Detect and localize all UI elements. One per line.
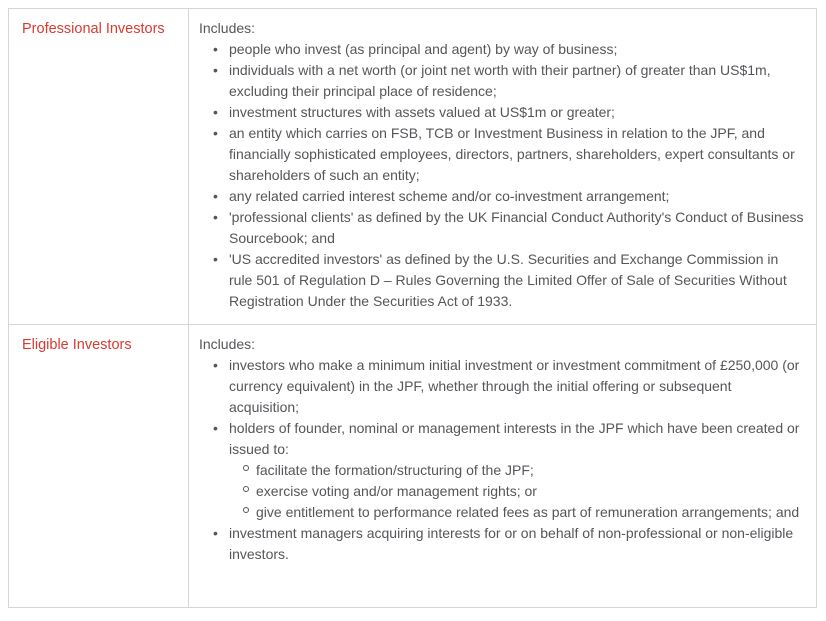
sub-list-item (242, 460, 804, 481)
table-row-eligible-investors (9, 324, 816, 607)
bullet-icon (211, 39, 229, 60)
list-item (211, 102, 804, 123)
list-item-text: 'professional clients' as defined by the UK Financial Conduct Authority's Conduct of Business Sourcebook; and (229, 209, 804, 246)
investor-definitions-table (8, 8, 817, 608)
includes-heading: Includes: (199, 336, 256, 352)
sub-bullet-list (229, 460, 804, 523)
bullet-icon (211, 60, 229, 81)
row-label-cell (9, 9, 189, 324)
list-item-text: investment managers acquiring interests for or on behalf of non-professional or non-eligible investors. (229, 525, 794, 562)
row-content-cell (189, 9, 816, 324)
list-item (211, 418, 804, 523)
bullet-list (199, 39, 804, 312)
list-item (211, 186, 804, 207)
bullet-icon (211, 186, 229, 207)
bullet-icon (211, 102, 229, 123)
bullet-list (199, 355, 804, 565)
list-item-text: investors who make a minimum initial investment or investment commitment of £250,000 (or currency equivalent) in the JPF, whether through the initial offering or subsequent acquisition; (229, 357, 800, 415)
row-content-cell (189, 325, 816, 607)
sub-list-item-text: facilitate the formation/structuring of the JPF; (256, 462, 534, 478)
list-item-text: 'US accredited investors' as defined by the U.S. Securities and Exchange Commission in rule 501 of Regulation D – Rules Governing the Limited Offer of Sale of Securities Without Registration Under the Securities Act of 1933. (229, 251, 787, 309)
sub-list-item-text: give entitlement to performance related fees as part of remuneration arrangements; and (256, 504, 800, 520)
table-row-professional-investors (9, 9, 816, 324)
list-item-text: investment structures with assets valued at US$1m or greater; (229, 104, 615, 120)
bullet-icon (211, 355, 229, 376)
sub-list-item (242, 502, 804, 523)
row-label-cell (9, 325, 189, 607)
list-item (211, 123, 804, 186)
includes-heading: Includes: (199, 20, 256, 36)
list-item-text: any related carried interest scheme and/or co-investment arrangement; (229, 188, 670, 204)
list-item-text: people who invest (as principal and agent) by way of business; (229, 41, 618, 57)
list-item-text: an entity which carries on FSB, TCB or Investment Business in relation to the JPF, and financially sophisticated employees, directors, partners, shareholders, expert consultants or shareholders of such an entity; (229, 125, 795, 183)
list-item (211, 249, 804, 312)
list-item (211, 60, 804, 102)
list-item-text: holders of founder, nominal or management interests in the JPF which have been created or issued to: (229, 420, 800, 457)
bullet-icon (211, 523, 229, 544)
list-item (211, 39, 804, 60)
list-item-text: individuals with a net worth (or joint net worth with their partner) of greater than US$1m, excluding their principal place of residence; (229, 62, 771, 99)
bullet-icon (211, 207, 229, 228)
bullet-icon (211, 418, 229, 439)
bullet-icon (211, 249, 229, 270)
list-item-with-sublist (229, 418, 804, 523)
list-item (211, 355, 804, 418)
sub-list-item (242, 481, 804, 502)
bullet-icon (211, 123, 229, 144)
list-item (211, 523, 804, 565)
row-label: Eligible Investors (22, 337, 132, 353)
row-label: Professional Investors (22, 21, 165, 37)
list-item (211, 207, 804, 249)
sub-list-item-text: exercise voting and/or management rights; or (256, 483, 537, 499)
